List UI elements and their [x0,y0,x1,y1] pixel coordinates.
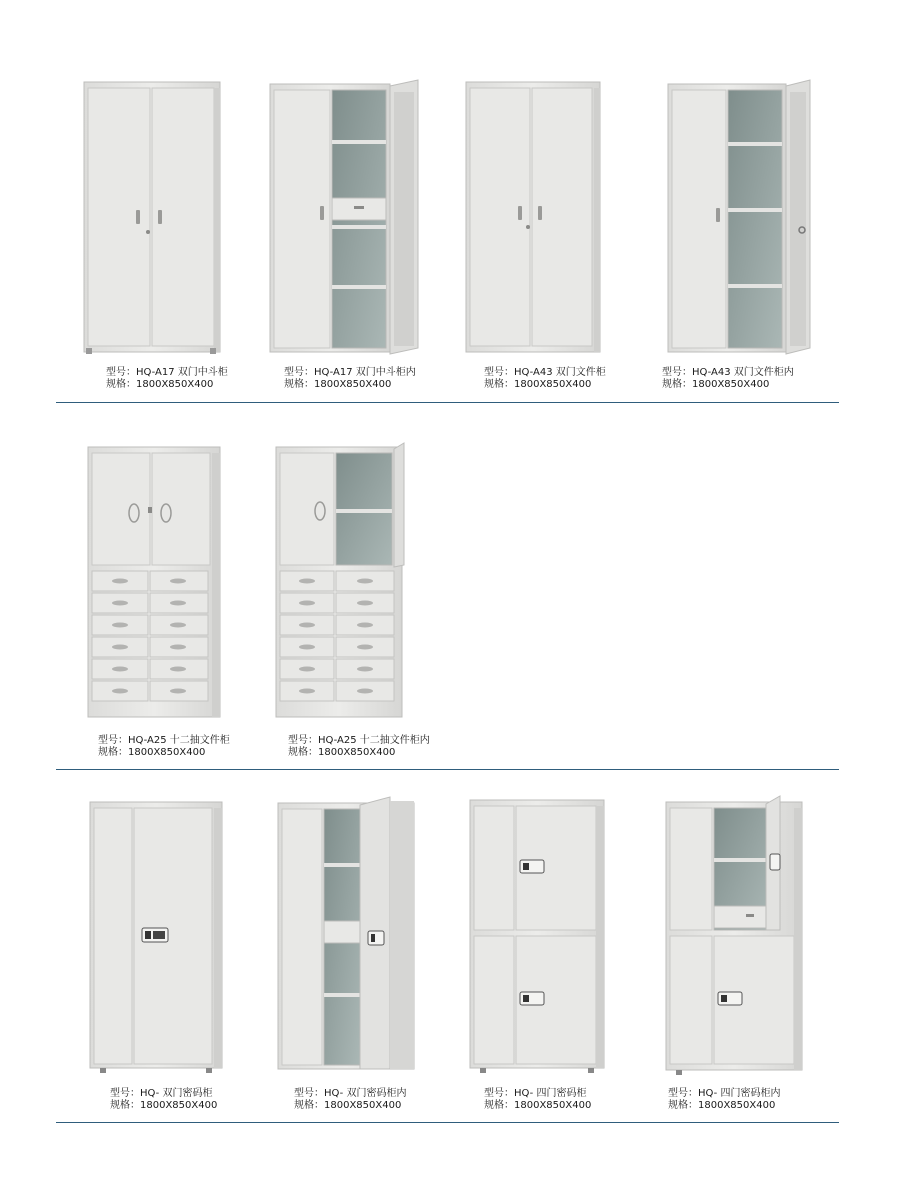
product-spec: 规格：1800X850X400 [284,379,392,390]
product-spec: 规格：1800X850X400 [106,379,214,390]
product-model: 型号：HQ- 双门密码柜 [110,1088,213,1099]
product-hq-a43 [466,80,606,390]
product-model: 型号：HQ- 四门密码柜内 [668,1088,781,1099]
cabinet-hq-a17-open [270,80,420,355]
product-spec: 规格：1800X850X400 [668,1100,776,1111]
cabinet-four-door-code-closed [470,798,610,1075]
product-spec: 规格：1800X850X400 [110,1100,218,1111]
product-hq-a25 [88,445,230,758]
cabinet-hq-a25-closed [88,445,228,720]
cabinet-double-door-code-open [278,797,423,1075]
cabinet-hq-a43-closed [466,80,606,355]
cabinet-double-door-code-closed [90,800,230,1075]
row-divider [56,402,839,403]
cabinet-four-door-code-open [666,796,811,1075]
product-model: 型号：HQ-A25 十二抽文件柜 [98,735,230,746]
product-hq-a17 [84,82,228,390]
product-hq-four-door-safe-open [666,796,811,1111]
product-spec: 规格：1800X850X400 [288,747,396,758]
product-hq-double-door-safe-open [278,797,423,1111]
product-model: 型号：HQ- 四门密码柜 [484,1088,587,1099]
product-model: 型号：HQ- 双门密码柜内 [294,1088,407,1099]
row-divider [56,769,839,770]
cabinet-hq-a43-open [668,80,818,355]
product-spec: 规格：1800X850X400 [294,1100,402,1111]
product-model: 型号：HQ-A43 双门文件柜内 [662,367,794,378]
cabinet-hq-a25-open [276,443,416,720]
product-model: 型号：HQ-A43 双门文件柜 [484,367,606,378]
product-hq-double-door-safe [90,800,230,1111]
product-spec: 规格：1800X850X400 [662,379,770,390]
product-hq-a17-open [270,80,420,390]
cabinet-hq-a17-closed [84,82,224,357]
product-model: 型号：HQ-A17 双门中斗柜 [106,367,228,378]
product-model: 型号：HQ-A17 双门中斗柜内 [284,367,416,378]
product-hq-a43-open [662,80,818,390]
product-spec: 规格：1800X850X400 [98,747,206,758]
product-hq-four-door-safe [470,798,610,1111]
product-spec: 规格：1800X850X400 [484,1100,592,1111]
product-model: 型号：HQ-A25 十二抽文件柜内 [288,735,430,746]
product-spec: 规格：1800X850X400 [484,379,592,390]
product-hq-a25-open [276,443,430,758]
row-divider [56,1122,839,1123]
